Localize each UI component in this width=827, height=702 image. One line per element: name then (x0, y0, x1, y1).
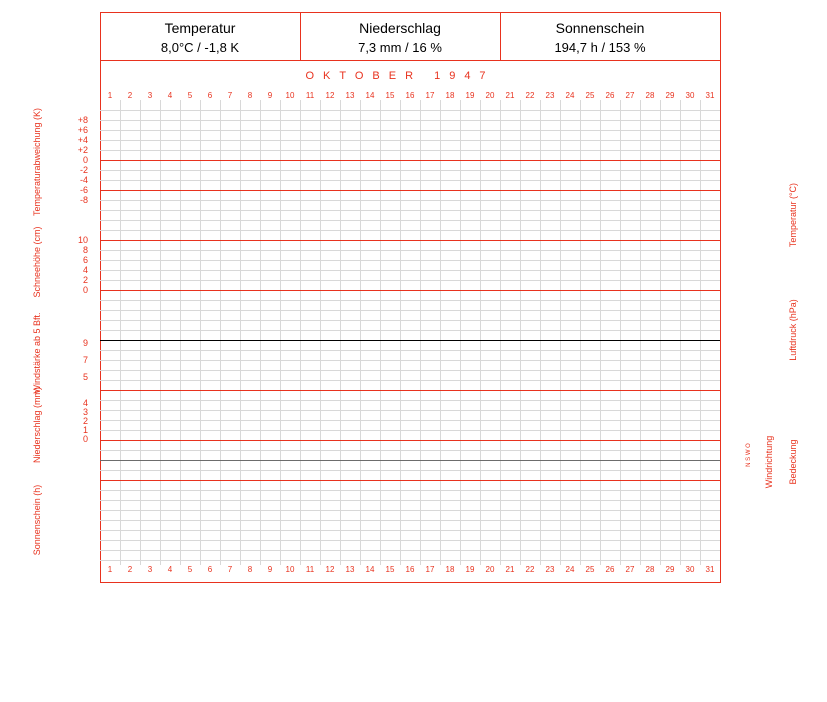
tick-label: 7 (82, 355, 88, 365)
day-label: 30 (685, 91, 695, 100)
tick-label: 6 (82, 255, 88, 265)
tick-label: 2 (82, 275, 88, 285)
tick-label: 4 (82, 265, 88, 275)
day-label: 17 (425, 565, 435, 574)
axis-label-temp-anomaly: Temperaturabweichung (K) (32, 107, 42, 217)
day-label: 19 (465, 565, 475, 574)
day-label: 24 (565, 91, 575, 100)
day-label: 11 (305, 91, 315, 100)
tick-label: 0 (82, 285, 88, 295)
day-label: 25 (585, 91, 595, 100)
day-label: 25 (585, 565, 595, 574)
day-label: 8 (247, 91, 253, 100)
day-label: 18 (445, 91, 455, 100)
day-label: 12 (325, 91, 335, 100)
day-label: 21 (505, 565, 515, 574)
day-label: 28 (645, 91, 655, 100)
day-label: 23 (545, 565, 555, 574)
day-label: 4 (167, 91, 173, 100)
day-label: 8 (247, 565, 253, 574)
grid (100, 100, 720, 565)
temperature-title: Temperatur (164, 20, 236, 36)
axis-label-sun: Sonnenschein (h) (32, 484, 42, 556)
day-label: 24 (565, 565, 575, 574)
tick-label: -8 (79, 195, 88, 205)
day-label: 9 (267, 91, 273, 100)
day-labels-top (108, 91, 715, 100)
tick-label: -2 (79, 165, 88, 175)
tick-label: 4 (82, 398, 88, 408)
precip-value: 7,3 mm / 16 % (358, 40, 442, 55)
axis-label-cloud: Bedeckung (788, 439, 798, 485)
day-label: 28 (645, 565, 655, 574)
day-label: 20 (485, 91, 495, 100)
tick-label: 9 (82, 338, 88, 348)
axis-ticks (78, 115, 88, 444)
day-label: 31 (705, 565, 715, 574)
day-label: 1 (107, 91, 113, 100)
day-label: 27 (625, 91, 635, 100)
day-label: 1 (107, 565, 113, 574)
day-label: 5 (187, 565, 193, 574)
precip-title: Niederschlag (359, 20, 441, 36)
tick-label: +2 (77, 145, 88, 155)
tick-label: +6 (77, 125, 88, 135)
day-label: 15 (385, 91, 395, 100)
day-label: 16 (405, 565, 415, 574)
day-label: 14 (365, 91, 375, 100)
day-label: 2 (127, 91, 133, 100)
tick-label: 10 (77, 235, 88, 245)
day-label: 22 (525, 565, 535, 574)
sun-title: Sonnenschein (555, 20, 645, 36)
day-label: 15 (385, 565, 395, 574)
day-label: 13 (345, 91, 355, 100)
day-label: 26 (605, 565, 615, 574)
day-label: 10 (285, 91, 295, 100)
tick-label: 2 (82, 416, 88, 426)
tick-label: 1 (82, 425, 88, 435)
day-label: 22 (525, 91, 535, 100)
axis-label-pressure: Luftdruck (hPa) (788, 299, 798, 361)
day-label: 27 (625, 565, 635, 574)
day-label: 6 (207, 91, 213, 100)
day-label: 26 (605, 91, 615, 100)
day-label: 17 (425, 91, 435, 100)
day-label: 18 (445, 565, 455, 574)
tick-label: 0 (82, 434, 88, 444)
tick-label: -4 (79, 175, 88, 185)
temperature-value: 8,0°C / -1,8 K (160, 40, 240, 55)
day-label: 29 (665, 91, 675, 100)
tick-label: +4 (77, 135, 88, 145)
day-label: 30 (685, 565, 695, 574)
day-label: 5 (187, 91, 193, 100)
month-label: OKTOBER 1947 (305, 70, 495, 82)
day-label: 21 (505, 91, 515, 100)
day-label: 19 (465, 91, 475, 100)
tick-label: -6 (79, 185, 88, 195)
day-label: 3 (147, 91, 153, 100)
day-label: 13 (345, 565, 355, 574)
day-label: 7 (227, 565, 233, 574)
day-label: 9 (267, 565, 273, 574)
axis-label-wind: Windstärke ab 5 Bft. (32, 312, 42, 394)
wind-dir-scale: N S W O (746, 443, 752, 467)
day-label: 7 (227, 91, 233, 100)
tick-label: +8 (77, 115, 88, 125)
day-labels-bottom (108, 565, 715, 574)
day-label: 4 (167, 565, 173, 574)
day-label: 10 (285, 565, 295, 574)
day-label: 31 (705, 91, 715, 100)
tick-label: 0 (82, 155, 88, 165)
tick-label: 3 (82, 407, 88, 417)
tick-label: 8 (82, 245, 88, 255)
axis-label-snow: Schneehöhe (cm) (32, 226, 42, 298)
axis-label-precip: Niederschlag (mm) (32, 386, 42, 464)
day-label: 6 (207, 565, 213, 574)
day-label: 12 (325, 565, 335, 574)
day-label: 14 (365, 565, 375, 574)
tick-label: 5 (82, 372, 88, 382)
day-label: 20 (485, 565, 495, 574)
day-label: 11 (305, 565, 315, 574)
day-label: 2 (127, 565, 133, 574)
axis-label-wind-dir: Windrichtung (764, 435, 774, 489)
day-label: 23 (545, 91, 555, 100)
axis-label-temperature: Temperatur (°C) (788, 182, 798, 248)
day-label: 29 (665, 565, 675, 574)
day-label: 3 (147, 565, 153, 574)
day-label: 16 (405, 91, 415, 100)
sun-value: 194,7 h / 153 % (554, 40, 646, 55)
